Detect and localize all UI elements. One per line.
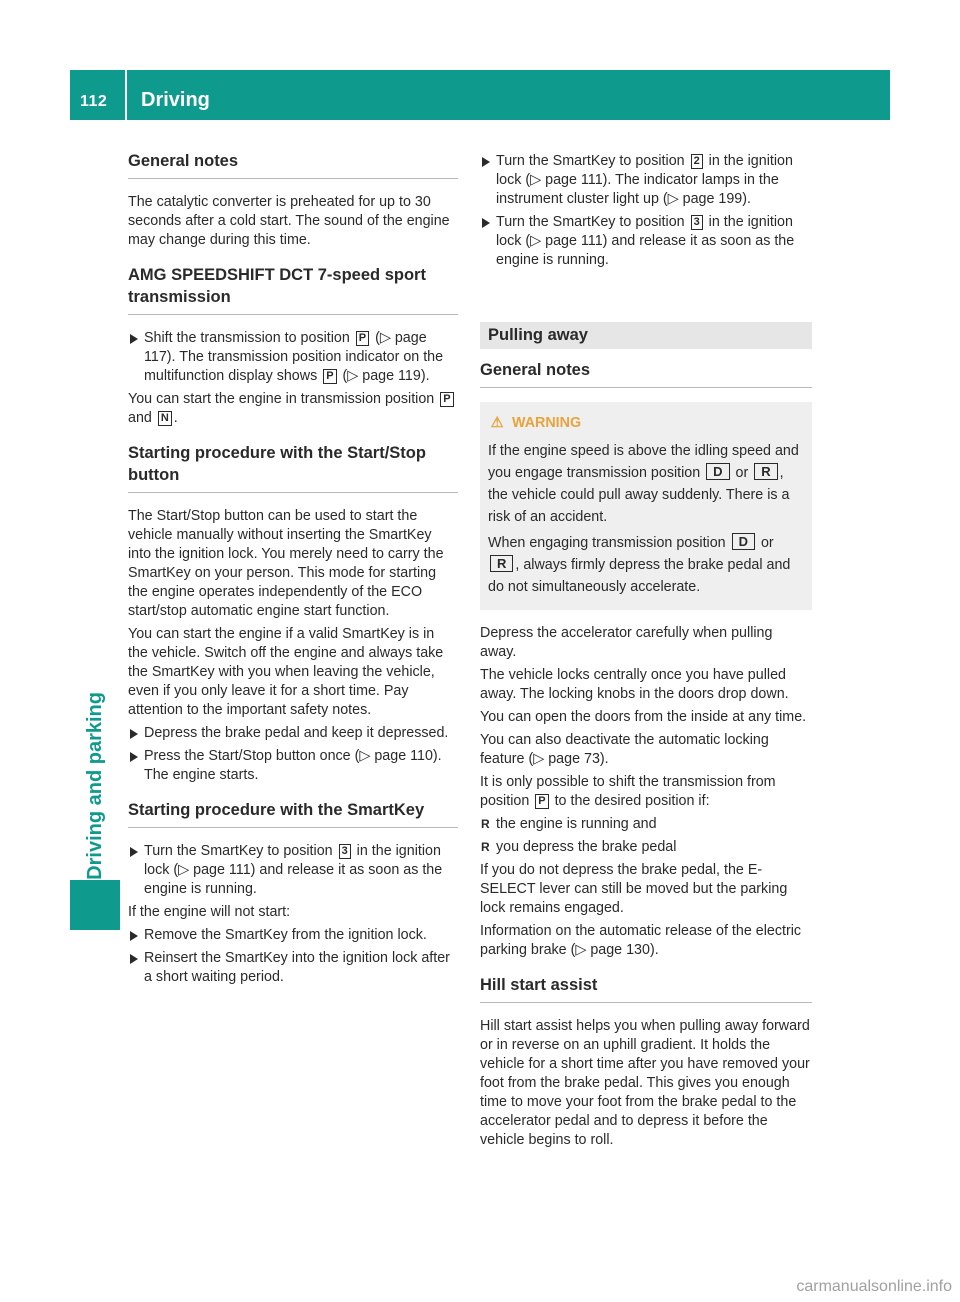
page-ref-icon: ▷ [379, 330, 391, 346]
step-turn-position-3-right: Turn the SmartKey to position 3 in the ignition lock (▷ page 111) and release it as soon as the engine is running. [480, 213, 812, 270]
heading-amg-transmission: AMG SPEEDSHIFT DCT 7-speed sport transmission [128, 264, 458, 315]
paragraph-not-start: If the engine will not start: [128, 904, 291, 920]
position-3-icon: 3 [339, 844, 351, 859]
heading-smartkey: Starting procedure with the SmartKey [128, 799, 458, 828]
position-3-icon: 3 [691, 215, 703, 230]
page-ref-icon: ▷ [359, 748, 371, 764]
step-remove-key: Remove the SmartKey from the ignition lock. [128, 926, 458, 945]
step-reinsert-key: Reinsert the SmartKey into the ignition lock after a short waiting period. [128, 949, 458, 987]
paragraph-parking-brake-info: Information on the automatic release of the electric parking brake (▷ page 130). [480, 923, 802, 958]
section-pulling-away: Pulling away [480, 322, 812, 349]
right-column [480, 152, 812, 1154]
footer-watermark: carmanualsonline.info [796, 1278, 952, 1295]
page-ref-icon: ▷ [667, 191, 679, 207]
warning-title: ⚠ WARNING [488, 414, 802, 432]
heading-hill-start: Hill start assist [480, 974, 812, 1003]
heading-general-notes: General notes [128, 150, 458, 179]
step-depress-brake: Depress the brake pedal and keep it depressed. [128, 724, 458, 743]
bullet-depress-brake: R you depress the brake pedal [480, 838, 812, 857]
paragraph-e-select: If you do not depress the brake pedal, the E-SELECT lever can still be moved but the parking lock remains engaged. [480, 862, 788, 916]
page-number: 112 [80, 93, 108, 110]
heading-general-notes-right: General notes [480, 359, 812, 388]
step-press-button: Press the Start/Stop button once (▷ page 110). The engine starts. [128, 747, 458, 785]
gear-n-icon: N [158, 411, 172, 426]
page-ref-icon: ▷ [178, 862, 190, 878]
gear-p-icon: P [356, 331, 369, 346]
paragraph-locks: The vehicle locks centrally once you have pulled away. The locking knobs in the doors drop down. [480, 667, 789, 702]
side-chapter-label: Driving and parking [83, 692, 106, 880]
paragraph-open-doors: You can open the doors from the inside at any time. [480, 709, 807, 725]
warning-icon: ⚠ [490, 415, 504, 431]
position-2-icon: 2 [691, 154, 703, 169]
page-ref-icon: ▷ [530, 172, 542, 188]
gear-r-icon: R [490, 555, 513, 572]
paragraph-deactivate-locking: You can also deactivate the automatic locking feature (▷ page 73). [480, 732, 769, 767]
warning-box [480, 402, 812, 610]
gear-p-icon: P [323, 369, 336, 384]
paragraph-hill-start: Hill start assist helps you when pulling away forward or in reverse on an uphill gradient. It holds the vehicle for a short time after you have removed your foot from the brake pedal. This gives you enough time to move your foot from the brake pedal to the accelerator pedal and to depress it before the vehicle begins to roll. [480, 1018, 810, 1148]
page-ref-icon: ▷ [533, 751, 545, 767]
page-ref-icon: ▷ [575, 942, 587, 958]
step-turn-position-2: Turn the SmartKey to position 2 in the ignition lock (▷ page 111). The indicator lamps in the instrument cluster light up (▷ page 199). [480, 152, 812, 209]
page-ref-icon: ▷ [530, 233, 542, 249]
heading-start-stop: Starting procedure with the Start/Stop button [128, 442, 458, 493]
header-divider [125, 70, 127, 120]
chapter-title: Driving [141, 89, 210, 111]
gear-p-icon: P [535, 794, 548, 809]
warning-paragraph-1: If the engine speed is above the idling speed and you engage transmission position D or R , the vehicle could pull away suddenly. There is a risk of an accident. [488, 443, 799, 525]
paragraph-start-position: You can start the engine in transmission position P and N . [128, 390, 458, 428]
bullet-engine-running: R the engine is running and [480, 815, 812, 834]
step-turn-position-3: Turn the SmartKey to position 3 in the ignition lock (▷ page 111) and release it as soon as the engine is running. [128, 842, 458, 899]
left-column [128, 150, 458, 991]
paragraph-depress-accelerator: Depress the accelerator carefully when pulling away. [480, 625, 773, 660]
gear-p-icon: P [440, 392, 453, 407]
step-shift-position: Shift the transmission to position P (▷ page 117). The transmission position indicator on the multifunction display shows P (▷ page 119). [128, 329, 458, 386]
side-chapter-tab [70, 880, 120, 930]
warning-paragraph-2: When engaging transmission position D or R , always firmly depress the brake pedal and do not simultaneously accelerate. [488, 534, 791, 595]
paragraph-start-stop-1: The Start/Stop button can be used to start the vehicle manually without inserting the SmartKey into the ignition lock. You merely need to carry the SmartKey on your person. This mode for starting the engine operates independently of the ECO start/stop automatic engine start function. [128, 508, 444, 619]
paragraph-catalytic: The catalytic converter is preheated for up to 30 seconds after a cold start. The sound of the engine may change during this time. [128, 194, 450, 248]
paragraph-start-stop-2: You can start the engine if a valid SmartKey is in the vehicle. Switch off the engine and always take the SmartKey with you when leaving the vehicle, even if you only leave it for a short time. Pay attention to the important safety notes. [128, 626, 444, 718]
page-ref-icon: ▷ [347, 368, 359, 384]
gear-r-icon: R [754, 463, 777, 480]
gear-d-icon: D [706, 463, 729, 480]
paragraph-shift-condition: It is only possible to shift the transmission from position P to the desired position if: [480, 774, 776, 809]
gear-d-icon: D [732, 533, 755, 550]
